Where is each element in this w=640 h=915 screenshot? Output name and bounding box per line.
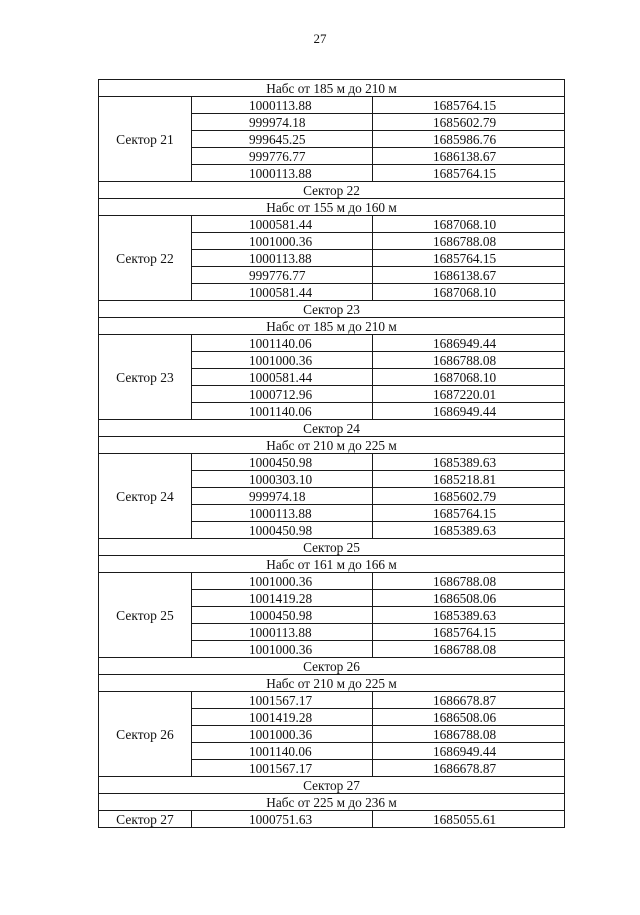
sector-title: Сектор 26 bbox=[99, 658, 565, 675]
x-coordinate: 1001567.17 bbox=[192, 692, 373, 709]
sector-22-height-row bbox=[99, 199, 565, 216]
y-coordinate: 1685389.63 bbox=[373, 607, 565, 624]
y-coordinate: 1685764.15 bbox=[373, 505, 565, 522]
x-coordinate: 1001140.06 bbox=[192, 335, 373, 352]
x-coordinate: 999776.77 bbox=[192, 148, 373, 165]
x-coordinate: 1000113.88 bbox=[192, 505, 373, 522]
sector-coordinates-table bbox=[98, 79, 565, 828]
sector-title: Сектор 27 bbox=[99, 777, 565, 794]
y-coordinate: 1686788.08 bbox=[373, 573, 565, 590]
x-coordinate: 1001000.36 bbox=[192, 573, 373, 590]
sector-21-height-row bbox=[99, 80, 565, 97]
y-coordinate: 1686678.87 bbox=[373, 760, 565, 777]
y-coordinate: 1685764.15 bbox=[373, 624, 565, 641]
y-coordinate: 1686138.67 bbox=[373, 148, 565, 165]
y-coordinate: 1686788.08 bbox=[373, 352, 565, 369]
height-range: Набс от 155 м до 160 м bbox=[99, 199, 565, 216]
y-coordinate: 1686788.08 bbox=[373, 233, 565, 250]
coordinate-row bbox=[99, 454, 565, 471]
sector-label: Сектор 27 bbox=[99, 811, 192, 828]
x-coordinate: 1000113.88 bbox=[192, 250, 373, 267]
y-coordinate: 1685055.61 bbox=[373, 811, 565, 828]
coordinate-row bbox=[99, 216, 565, 233]
sector-label: Сектор 23 bbox=[99, 335, 192, 420]
sector-27-height-row bbox=[99, 794, 565, 811]
sector-26-height-row bbox=[99, 675, 565, 692]
sector-25-height-row bbox=[99, 556, 565, 573]
y-coordinate: 1685389.63 bbox=[373, 522, 565, 539]
x-coordinate: 1000581.44 bbox=[192, 216, 373, 233]
height-range: Набс от 185 м до 210 м bbox=[99, 80, 565, 97]
coordinate-row bbox=[99, 97, 565, 114]
x-coordinate: 1000751.63 bbox=[192, 811, 373, 828]
x-coordinate: 1001000.36 bbox=[192, 352, 373, 369]
sector-title: Сектор 24 bbox=[99, 420, 565, 437]
sector-label: Сектор 25 bbox=[99, 573, 192, 658]
height-range: Набс от 210 м до 225 м bbox=[99, 675, 565, 692]
x-coordinate: 1001567.17 bbox=[192, 760, 373, 777]
x-coordinate: 1000113.88 bbox=[192, 97, 373, 114]
y-coordinate: 1686949.44 bbox=[373, 403, 565, 420]
x-coordinate: 999776.77 bbox=[192, 267, 373, 284]
x-coordinate: 1000450.98 bbox=[192, 522, 373, 539]
sector-title: Сектор 23 bbox=[99, 301, 565, 318]
sector-title: Сектор 25 bbox=[99, 539, 565, 556]
y-coordinate: 1685764.15 bbox=[373, 97, 565, 114]
page-number: 27 bbox=[313, 31, 327, 46]
y-coordinate: 1685218.81 bbox=[373, 471, 565, 488]
y-coordinate: 1685986.76 bbox=[373, 131, 565, 148]
x-coordinate: 1000581.44 bbox=[192, 284, 373, 301]
sector-24-height-row bbox=[99, 437, 565, 454]
sector-23-height-row bbox=[99, 318, 565, 335]
height-range: Набс от 225 м до 236 м bbox=[99, 794, 565, 811]
x-coordinate: 1001000.36 bbox=[192, 726, 373, 743]
x-coordinate: 1001419.28 bbox=[192, 590, 373, 607]
sector-27-title-row bbox=[99, 777, 565, 794]
x-coordinate: 1000303.10 bbox=[192, 471, 373, 488]
y-coordinate: 1685389.63 bbox=[373, 454, 565, 471]
height-range: Набс от 185 м до 210 м bbox=[99, 318, 565, 335]
y-coordinate: 1687220.01 bbox=[373, 386, 565, 403]
y-coordinate: 1686788.08 bbox=[373, 641, 565, 658]
x-coordinate: 1001140.06 bbox=[192, 403, 373, 420]
y-coordinate: 1687068.10 bbox=[373, 369, 565, 386]
sector-label: Сектор 21 bbox=[99, 97, 192, 182]
x-coordinate: 1000450.98 bbox=[192, 607, 373, 624]
x-coordinate: 1001419.28 bbox=[192, 709, 373, 726]
y-coordinate: 1685764.15 bbox=[373, 250, 565, 267]
sector-22-title-row bbox=[99, 182, 565, 199]
y-coordinate: 1686508.06 bbox=[373, 590, 565, 607]
sector-title: Сектор 22 bbox=[99, 182, 565, 199]
sector-label: Сектор 26 bbox=[99, 692, 192, 777]
sector-label: Сектор 24 bbox=[99, 454, 192, 539]
x-coordinate: 999645.25 bbox=[192, 131, 373, 148]
x-coordinate: 1000450.98 bbox=[192, 454, 373, 471]
y-coordinate: 1686508.06 bbox=[373, 709, 565, 726]
y-coordinate: 1685764.15 bbox=[373, 165, 565, 182]
coordinate-row bbox=[99, 573, 565, 590]
sector-label: Сектор 22 bbox=[99, 216, 192, 301]
y-coordinate: 1687068.10 bbox=[373, 216, 565, 233]
sector-23-title-row bbox=[99, 301, 565, 318]
coordinate-row bbox=[99, 692, 565, 709]
x-coordinate: 1000113.88 bbox=[192, 165, 373, 182]
y-coordinate: 1686949.44 bbox=[373, 743, 565, 760]
y-coordinate: 1686138.67 bbox=[373, 267, 565, 284]
x-coordinate: 1000712.96 bbox=[192, 386, 373, 403]
y-coordinate: 1686678.87 bbox=[373, 692, 565, 709]
x-coordinate: 1000581.44 bbox=[192, 369, 373, 386]
sector-24-title-row bbox=[99, 420, 565, 437]
x-coordinate: 1001000.36 bbox=[192, 233, 373, 250]
sector-25-title-row bbox=[99, 539, 565, 556]
y-coordinate: 1686788.08 bbox=[373, 726, 565, 743]
height-range: Набс от 161 м до 166 м bbox=[99, 556, 565, 573]
y-coordinate: 1685602.79 bbox=[373, 488, 565, 505]
x-coordinate: 999974.18 bbox=[192, 114, 373, 131]
sector-26-title-row bbox=[99, 658, 565, 675]
y-coordinate: 1685602.79 bbox=[373, 114, 565, 131]
height-range: Набс от 210 м до 225 м bbox=[99, 437, 565, 454]
x-coordinate: 1001140.06 bbox=[192, 743, 373, 760]
x-coordinate: 999974.18 bbox=[192, 488, 373, 505]
x-coordinate: 1000113.88 bbox=[192, 624, 373, 641]
coordinate-row bbox=[99, 811, 565, 828]
coordinate-row bbox=[99, 335, 565, 352]
x-coordinate: 1001000.36 bbox=[192, 641, 373, 658]
y-coordinate: 1687068.10 bbox=[373, 284, 565, 301]
y-coordinate: 1686949.44 bbox=[373, 335, 565, 352]
